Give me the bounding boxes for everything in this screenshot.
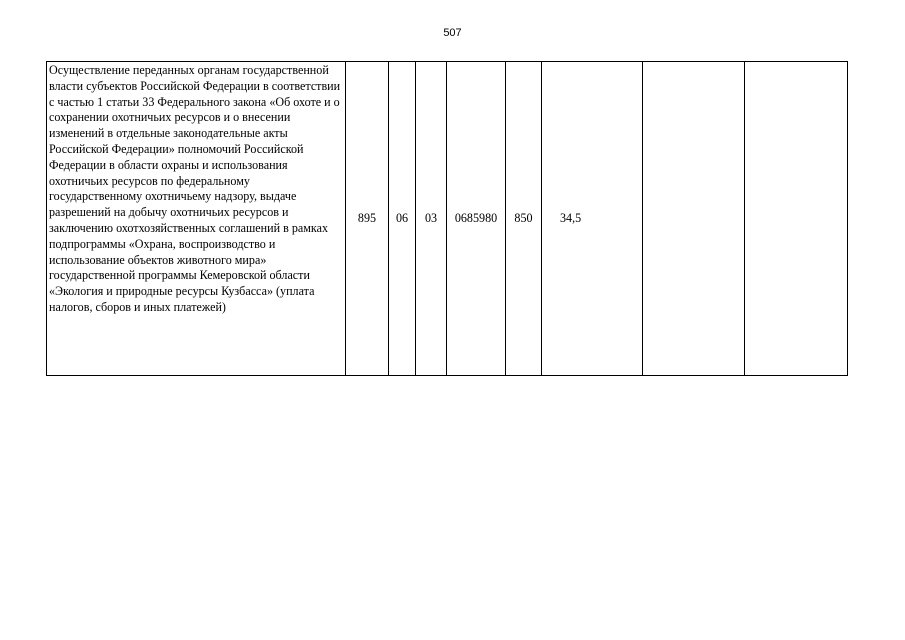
expense-type-cell: 850 xyxy=(506,62,542,376)
amount-year3-cell xyxy=(745,62,848,376)
amount-year1-cell: 34,5 xyxy=(542,62,643,376)
amount-year2-cell xyxy=(643,62,745,376)
subsection-cell: 03 xyxy=(416,62,447,376)
ministry-code-cell: 895 xyxy=(346,62,389,376)
budget-table xyxy=(46,61,848,376)
table-row xyxy=(47,62,848,376)
page-number: 507 xyxy=(443,27,462,39)
target-item-cell: 0685980 xyxy=(447,62,506,376)
section-cell: 06 xyxy=(389,62,416,376)
description-cell: Осуществление переданных органам государственной власти субъектов Российской Федерации в соответствии с частью 1 статьи 33 Федерального закона «Об охоте и о сохранении охотничьих ресурсов и о внесении изменений в отдельные законодательные акты Российской Федерации» полномочий Российской Федерации в области охраны и использования охотничьих ресурсов по федеральному государственному охотничьему надзору, выдаче разрешений на добычу охотничьих ресурсов и заключению охотхозяйственных соглашений в рамках подпрограммы «Охрана, воспроизводство и использование объектов животного мира» государственной программы Кемеровской области «Экология и природные ресурсы Кузбасса» (уплата налогов, сборов и иных платежей) xyxy=(47,62,346,376)
